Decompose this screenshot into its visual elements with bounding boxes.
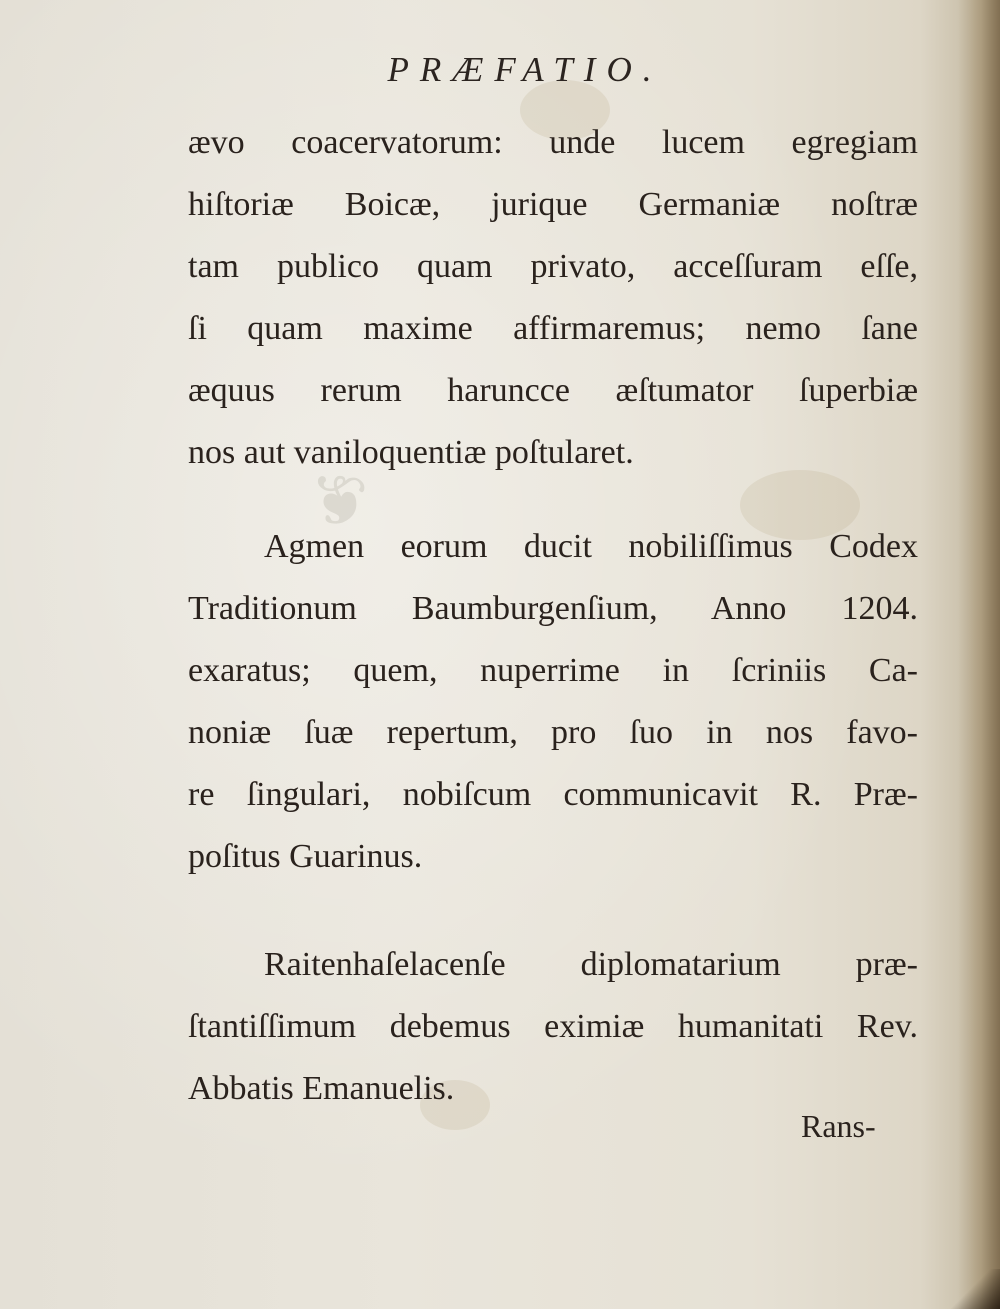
text-line: tam publico quam privato, acceſſuram eſſe,	[188, 248, 918, 285]
catchword: Rans-	[801, 1108, 876, 1144]
text-line: Raitenhaſelacenſe diplomatarium præ-	[264, 946, 918, 983]
text-line: æquus rerum haruncce æſtumator ſuperbiæ	[188, 372, 918, 409]
page-edge-shadow	[958, 0, 1000, 1309]
paragraph-spacer	[188, 888, 918, 934]
paragraph-spacer	[188, 484, 918, 516]
text-line: exaratus; quem, nuperrime in ſcriniis Ca-	[188, 652, 918, 689]
text-line: Abbatis Emanuelis.	[188, 1070, 455, 1107]
show-through-text: ❦	[300, 464, 369, 541]
paragraph-2	[188, 516, 918, 888]
paragraph-1	[188, 112, 918, 484]
text-line: noniæ ſuæ repertum, pro ſuo in nos favo-	[188, 714, 918, 751]
text-line: re ſingulari, nobiſcum communicavit R. Præ-	[188, 776, 918, 813]
text-line: ævo coacervatorum: unde lucem egregiam	[188, 124, 918, 161]
text-line: nos aut vaniloquentiæ poſtularet.	[188, 434, 634, 471]
running-head: PRÆFATIO.	[387, 50, 663, 89]
text-line: ſtantiſſimum debemus eximiæ humanitati Rev.	[188, 1008, 918, 1045]
text-line: Agmen eorum ducit nobiliſſimus Codex	[264, 528, 918, 565]
body-text	[188, 112, 918, 1120]
text-line: hiſtoriæ Boicæ, jurique Germaniæ noſtræ	[188, 186, 918, 223]
text-line: ſi quam maxime affirmaremus; nemo ſane	[188, 310, 918, 347]
paragraph-3	[188, 934, 918, 1120]
text-line: poſitus Guarinus.	[188, 838, 423, 875]
text-line: Traditionum Baumburgenſium, Anno 1204.	[188, 590, 918, 627]
page-corner-shadow	[940, 1269, 1000, 1309]
